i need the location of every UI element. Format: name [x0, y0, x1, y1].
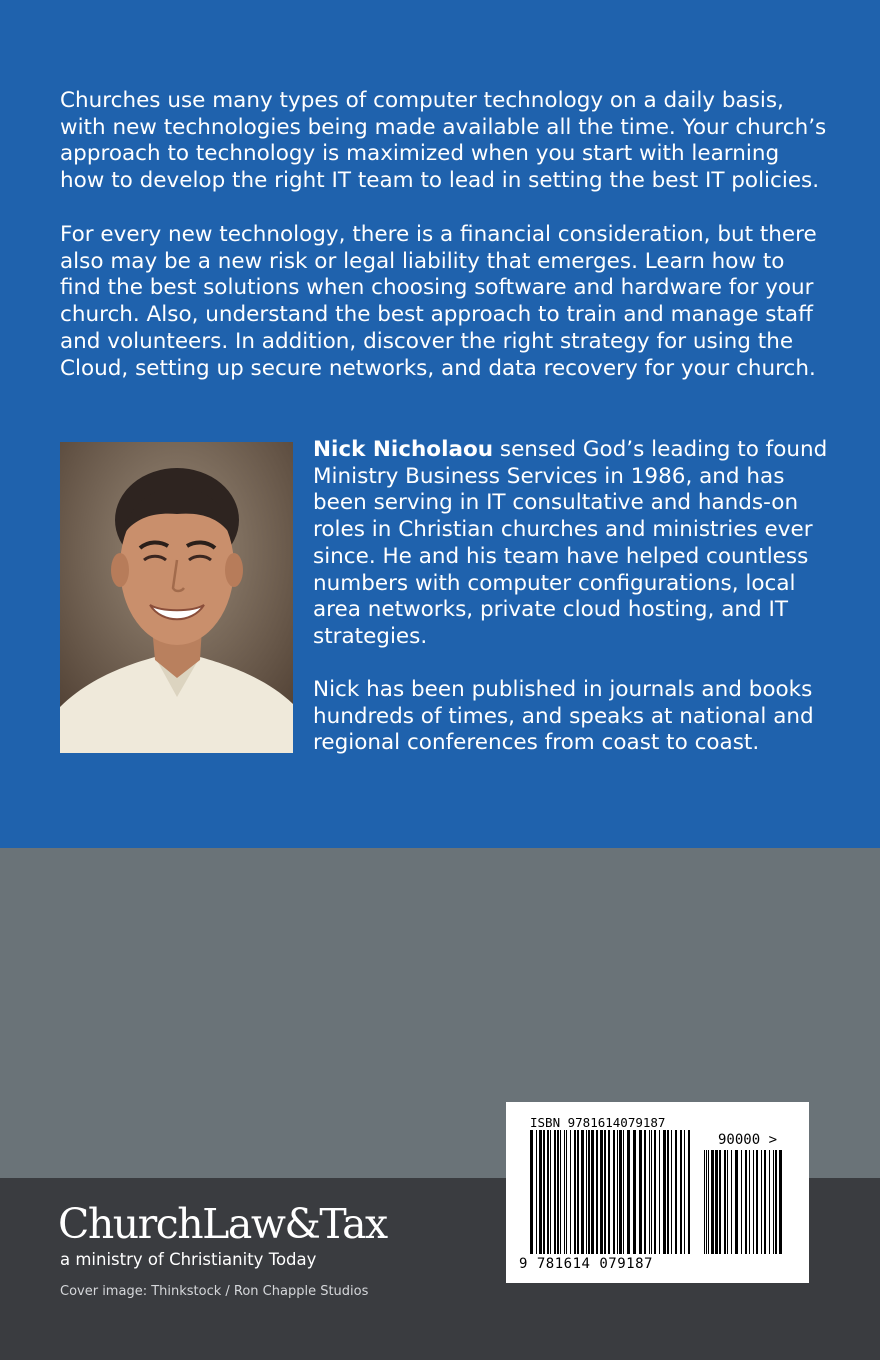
price-code: 90000 > [718, 1132, 778, 1148]
author-bio-text: sensed God’s leading to found Ministry Business Services in 1986, and has been serving in IT consultative and hands-on roles in Christian churches and ministries ever since. He and his team have helped countless numbers with computer configurations, local area networks, private cloud hosting, and IT strategies. [313, 437, 828, 649]
description-paragraph-2: For every new technology, there is a financial consideration, but there also may be a new risk or legal liability that emerges. Learn how to find the best solutions when choosing software and hardware for your church. Also, understand the best approach to train and manage staff and volunteers. In addition, discover the right strategy for using the Cloud, setting up secure networks, and data recovery for your church. [60, 222, 817, 381]
description-paragraph-1: Churches use many types of computer technology on a daily basis, with new technologies being made available all the time. Your church’s approach to technology is maximized when you start with learning how to develop the right IT team to lead in setting the best IT policies. [60, 88, 827, 194]
author-name: Nick Nicholaou [313, 437, 494, 462]
barcode [506, 1102, 809, 1283]
publisher-logo: ChurchLaw&Tax [58, 1200, 387, 1248]
author-photo [60, 442, 293, 753]
author-bio-paragraph-1 [313, 437, 833, 651]
author-bio-paragraph-2: Nick has been published in journals and books hundreds of times, and speaks at national and regional conferences from coast to coast. [313, 677, 814, 756]
publisher-tagline: a ministry of Christianity Today [60, 1250, 317, 1269]
isbn-digits: 9 781614 079187 [519, 1256, 653, 1272]
author-portrait-image [60, 442, 293, 753]
cover-credit: Cover image: Thinkstock / Ron Chapple Studios [60, 1284, 369, 1299]
isbn-label: ISBN 9781614079187 [530, 1115, 666, 1130]
